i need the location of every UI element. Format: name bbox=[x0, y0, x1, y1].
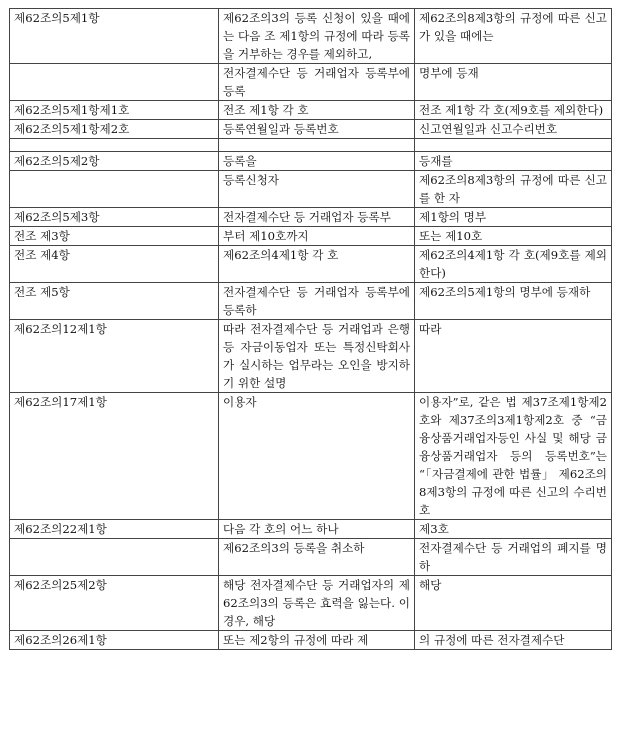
provision-cell: 제62조의5제3항 bbox=[10, 208, 219, 227]
table-row bbox=[10, 9, 612, 64]
replacement-text-cell: 제62조의8제3항의 규정에 따른 신고를 한 자 bbox=[415, 171, 612, 208]
replacement-text-cell: 의 규정에 따른 전자결제수단 bbox=[415, 631, 612, 650]
original-text-cell: 해당 전자결제수단 등 거래업자의 제62조의3의 등록은 효력을 잃는다. 이 경우, 해당 bbox=[219, 576, 415, 631]
original-text-cell: 또는 제2항의 규정에 따라 제 bbox=[219, 631, 415, 650]
provision-cell: 제62조의12제1항 bbox=[10, 320, 219, 393]
original-text-cell: 등록신청자 bbox=[219, 171, 415, 208]
table-row bbox=[10, 171, 612, 208]
table-row bbox=[10, 208, 612, 227]
provision-cell: 제62조의5제1항제2호 bbox=[10, 120, 219, 139]
provision-cell: 제62조의5제2항 bbox=[10, 152, 219, 171]
table-row bbox=[10, 393, 612, 520]
table-row bbox=[10, 283, 612, 320]
provision-cell: 제62조의17제1항 bbox=[10, 393, 219, 520]
table-row-empty bbox=[10, 139, 612, 152]
original-text-cell bbox=[219, 139, 415, 152]
original-text-cell: 전자결제수단 등 거래업자 등록부에 등록 bbox=[219, 64, 415, 101]
original-text-cell: 제62조의3의 등록을 취소하 bbox=[219, 539, 415, 576]
provision-cell bbox=[10, 64, 219, 101]
replacement-text-cell: 이용자”로, 같은 법 제37조제1항제2호와 제37조의3제1항제2호 중 “금융상품거래업자등인 사실 및 해당 금융상품거래업자 등의 등록번호”는 “「자금결제에 관한 법률」 제62조의8제3항의 규정에 따른 신고의 수리번호 bbox=[415, 393, 612, 520]
table-row bbox=[10, 520, 612, 539]
replacement-text-cell: 제62조의4제1항 각 호(제9호를 제외한다) bbox=[415, 246, 612, 283]
original-text-cell: 전자결제수단 등 거래업자 등록부 bbox=[219, 208, 415, 227]
provision-cell: 제62조의5제1항제1호 bbox=[10, 101, 219, 120]
table-row bbox=[10, 152, 612, 171]
original-text-cell: 등록을 bbox=[219, 152, 415, 171]
original-text-cell: 등록연월일과 등록번호 bbox=[219, 120, 415, 139]
replacement-text-cell: 또는 제10호 bbox=[415, 227, 612, 246]
original-text-cell: 부터 제10호까지 bbox=[219, 227, 415, 246]
provision-cell bbox=[10, 139, 219, 152]
provision-cell: 제62조의22제1항 bbox=[10, 520, 219, 539]
provision-cell: 제62조의25제2항 bbox=[10, 576, 219, 631]
provision-cell: 전조 제5항 bbox=[10, 283, 219, 320]
replacement-text-cell: 제1항의 명부 bbox=[415, 208, 612, 227]
replacement-text-cell: 등재를 bbox=[415, 152, 612, 171]
provision-cell bbox=[10, 171, 219, 208]
replacement-text-cell: 따라 bbox=[415, 320, 612, 393]
table-row bbox=[10, 631, 612, 650]
replacement-text-cell: 해당 bbox=[415, 576, 612, 631]
original-text-cell: 이용자 bbox=[219, 393, 415, 520]
replacement-text-cell: 명부에 등재 bbox=[415, 64, 612, 101]
original-text-cell: 전자결제수단 등 거래업자 등록부에 등록하 bbox=[219, 283, 415, 320]
original-text-cell: 전조 제1항 각 호 bbox=[219, 101, 415, 120]
table-row bbox=[10, 64, 612, 101]
provision-cell: 제62조의26제1항 bbox=[10, 631, 219, 650]
table-row bbox=[10, 320, 612, 393]
original-text-cell: 다음 각 호의 어느 하나 bbox=[219, 520, 415, 539]
table-row bbox=[10, 101, 612, 120]
provision-cell: 전조 제4항 bbox=[10, 246, 219, 283]
table-row bbox=[10, 246, 612, 283]
replacement-text-cell: 제62조의8제3항의 규정에 따른 신고가 있을 때에는 bbox=[415, 9, 612, 64]
table-row bbox=[10, 227, 612, 246]
original-text-cell: 제62조의4제1항 각 호 bbox=[219, 246, 415, 283]
replacement-text-cell: 전조 제1항 각 호(제9호를 제외한다) bbox=[415, 101, 612, 120]
regulation-table bbox=[9, 8, 612, 650]
original-text-cell: 제62조의3의 등록 신청이 있을 때에는 다음 조 제1항의 규정에 따라 등록을 거부하는 경우를 제외하고, bbox=[219, 9, 415, 64]
table-row bbox=[10, 539, 612, 576]
replacement-text-cell: 신고연월일과 신고수리번호 bbox=[415, 120, 612, 139]
provision-cell: 전조 제3항 bbox=[10, 227, 219, 246]
provision-cell: 제62조의5제1항 bbox=[10, 9, 219, 64]
replacement-text-cell: 제3호 bbox=[415, 520, 612, 539]
replacement-text-cell: 전자결제수단 등 거래업의 폐지를 명하 bbox=[415, 539, 612, 576]
table-row bbox=[10, 120, 612, 139]
replacement-text-cell: 제62조의5제1항의 명부에 등재하 bbox=[415, 283, 612, 320]
table-row bbox=[10, 576, 612, 631]
replacement-text-cell bbox=[415, 139, 612, 152]
provision-cell bbox=[10, 539, 219, 576]
original-text-cell: 따라 전자결제수단 등 거래업과 은행 등 자금이동업자 또는 특정신탁회사가 실시하는 업무라는 오인을 방지하기 위한 설명 bbox=[219, 320, 415, 393]
